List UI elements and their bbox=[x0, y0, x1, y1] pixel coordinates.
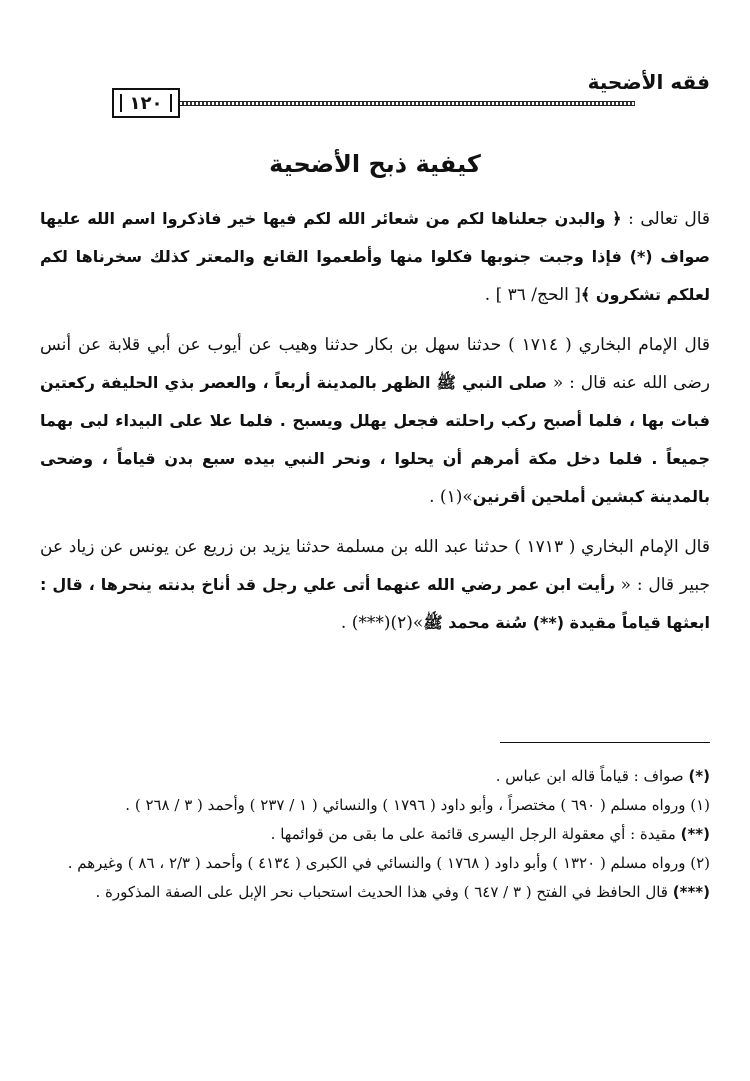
running-title: فقه الأضحية bbox=[587, 70, 710, 94]
footnote bbox=[40, 878, 710, 907]
footnote-mark: (*) bbox=[688, 767, 710, 785]
paragraph-lead: قال تعالى : bbox=[621, 209, 711, 229]
paragraph-quote: ﴿ والبدن جعلناها لكم من شعائر الله لكم فيها خير فاذكروا اسم الله عليها صواف (*) فإذا وجبت جنوبها فكلوا منها وأطعموا القانع والمعتر كذلك سخرناها لكم لعلكم تشكرون ﴾ bbox=[40, 209, 710, 304]
paragraph-hadith-1 bbox=[40, 326, 710, 516]
paragraph-quote: رأيت ابن عمر رضي الله عنهما أتى علي رجل قد أناخ بدنته ينحرها ، قال : ابعثها قياماً مقيدة (**) سُنة محمد ﷺ bbox=[40, 575, 710, 632]
footnote-mark: (٢) bbox=[690, 854, 710, 872]
footnote bbox=[40, 820, 710, 849]
footnotes bbox=[40, 762, 710, 907]
footnote-divider bbox=[500, 742, 710, 743]
footnote bbox=[40, 791, 710, 820]
footnote-text: صواف : قياماً قاله ابن عباس . bbox=[495, 767, 689, 785]
page-number: ١٢٠ bbox=[112, 88, 180, 118]
header-rule bbox=[178, 101, 635, 106]
footnote-text: قال الحافظ في الفتح ( ٣ / ٦٤٧ ) وفي هذا الحديث استحباب نحر الإبل على الصفة المذكورة . bbox=[95, 883, 673, 901]
paragraph-lead: قال الإمام البخاري ( ١٧١٤ ) حدثنا سهل بن بكار حدثنا وهيب عن أيوب عن أبي قلابة عن أنس رضى الله عنه قال : « bbox=[40, 335, 710, 393]
footnote-text: مقيدة : أي معقولة الرجل اليسرى قائمة على ما بقى من قوائمها . bbox=[270, 825, 681, 843]
page-header bbox=[0, 0, 750, 120]
paragraph-quote: صلى النبي ﷺ الظهر بالمدينة أربعاً ، والعصر بذي الحليفة ركعتين فبات بها ، فلما أصبح ركب راحلته فجعل يهلل ويسبح . فلما علا على البيداء لبى بهما جميعاً . فلما دخل مكة أمرهم أن يحلوا ، ونحر النبي بيده سبع بدن قياماً ، وضحى بالمدينة كبشين أملحين أقرنين bbox=[40, 373, 710, 506]
main-content bbox=[40, 150, 710, 654]
paragraph-quran bbox=[40, 200, 710, 314]
paragraph-lead: قال الإمام البخاري ( ١٧١٣ ) حدثنا عبد الله بن مسلمة حدثنا يزيد بن زريع عن يونس عن زياد عن جبير قال : « bbox=[40, 537, 710, 595]
footnote bbox=[40, 849, 710, 878]
footnote-mark: (١) bbox=[690, 796, 710, 814]
paragraph-tail: »(٢)(***) . bbox=[340, 613, 424, 633]
paragraph-tail: [ الحج/ ٣٦ ] . bbox=[484, 285, 581, 305]
footnote bbox=[40, 762, 710, 791]
footnote-text: ورواه مسلم ( ١٣٢٠ ) وأبو داود ( ١٧٦٨ ) والنسائي في الكبرى ( ٤١٣٤ ) وأحمد ( ٢/٣ ، ٨٦ ) وغيرهم . bbox=[67, 854, 691, 872]
footnote-text: ورواه مسلم ( ٦٩٠ ) مختصراً ، وأبو داود ( ١٧٩٦ ) والنسائي ( ١ / ٢٣٧ ) وأحمد ( ٣ / ٢٦٨ ) . bbox=[125, 796, 691, 814]
section-title: كيفية ذبح الأضحية bbox=[269, 150, 481, 178]
paragraph-tail: »(١) . bbox=[429, 487, 473, 507]
footnote-mark: (***) bbox=[672, 883, 710, 901]
footnote-mark: (**) bbox=[680, 825, 710, 843]
paragraph-hadith-2 bbox=[40, 528, 710, 642]
